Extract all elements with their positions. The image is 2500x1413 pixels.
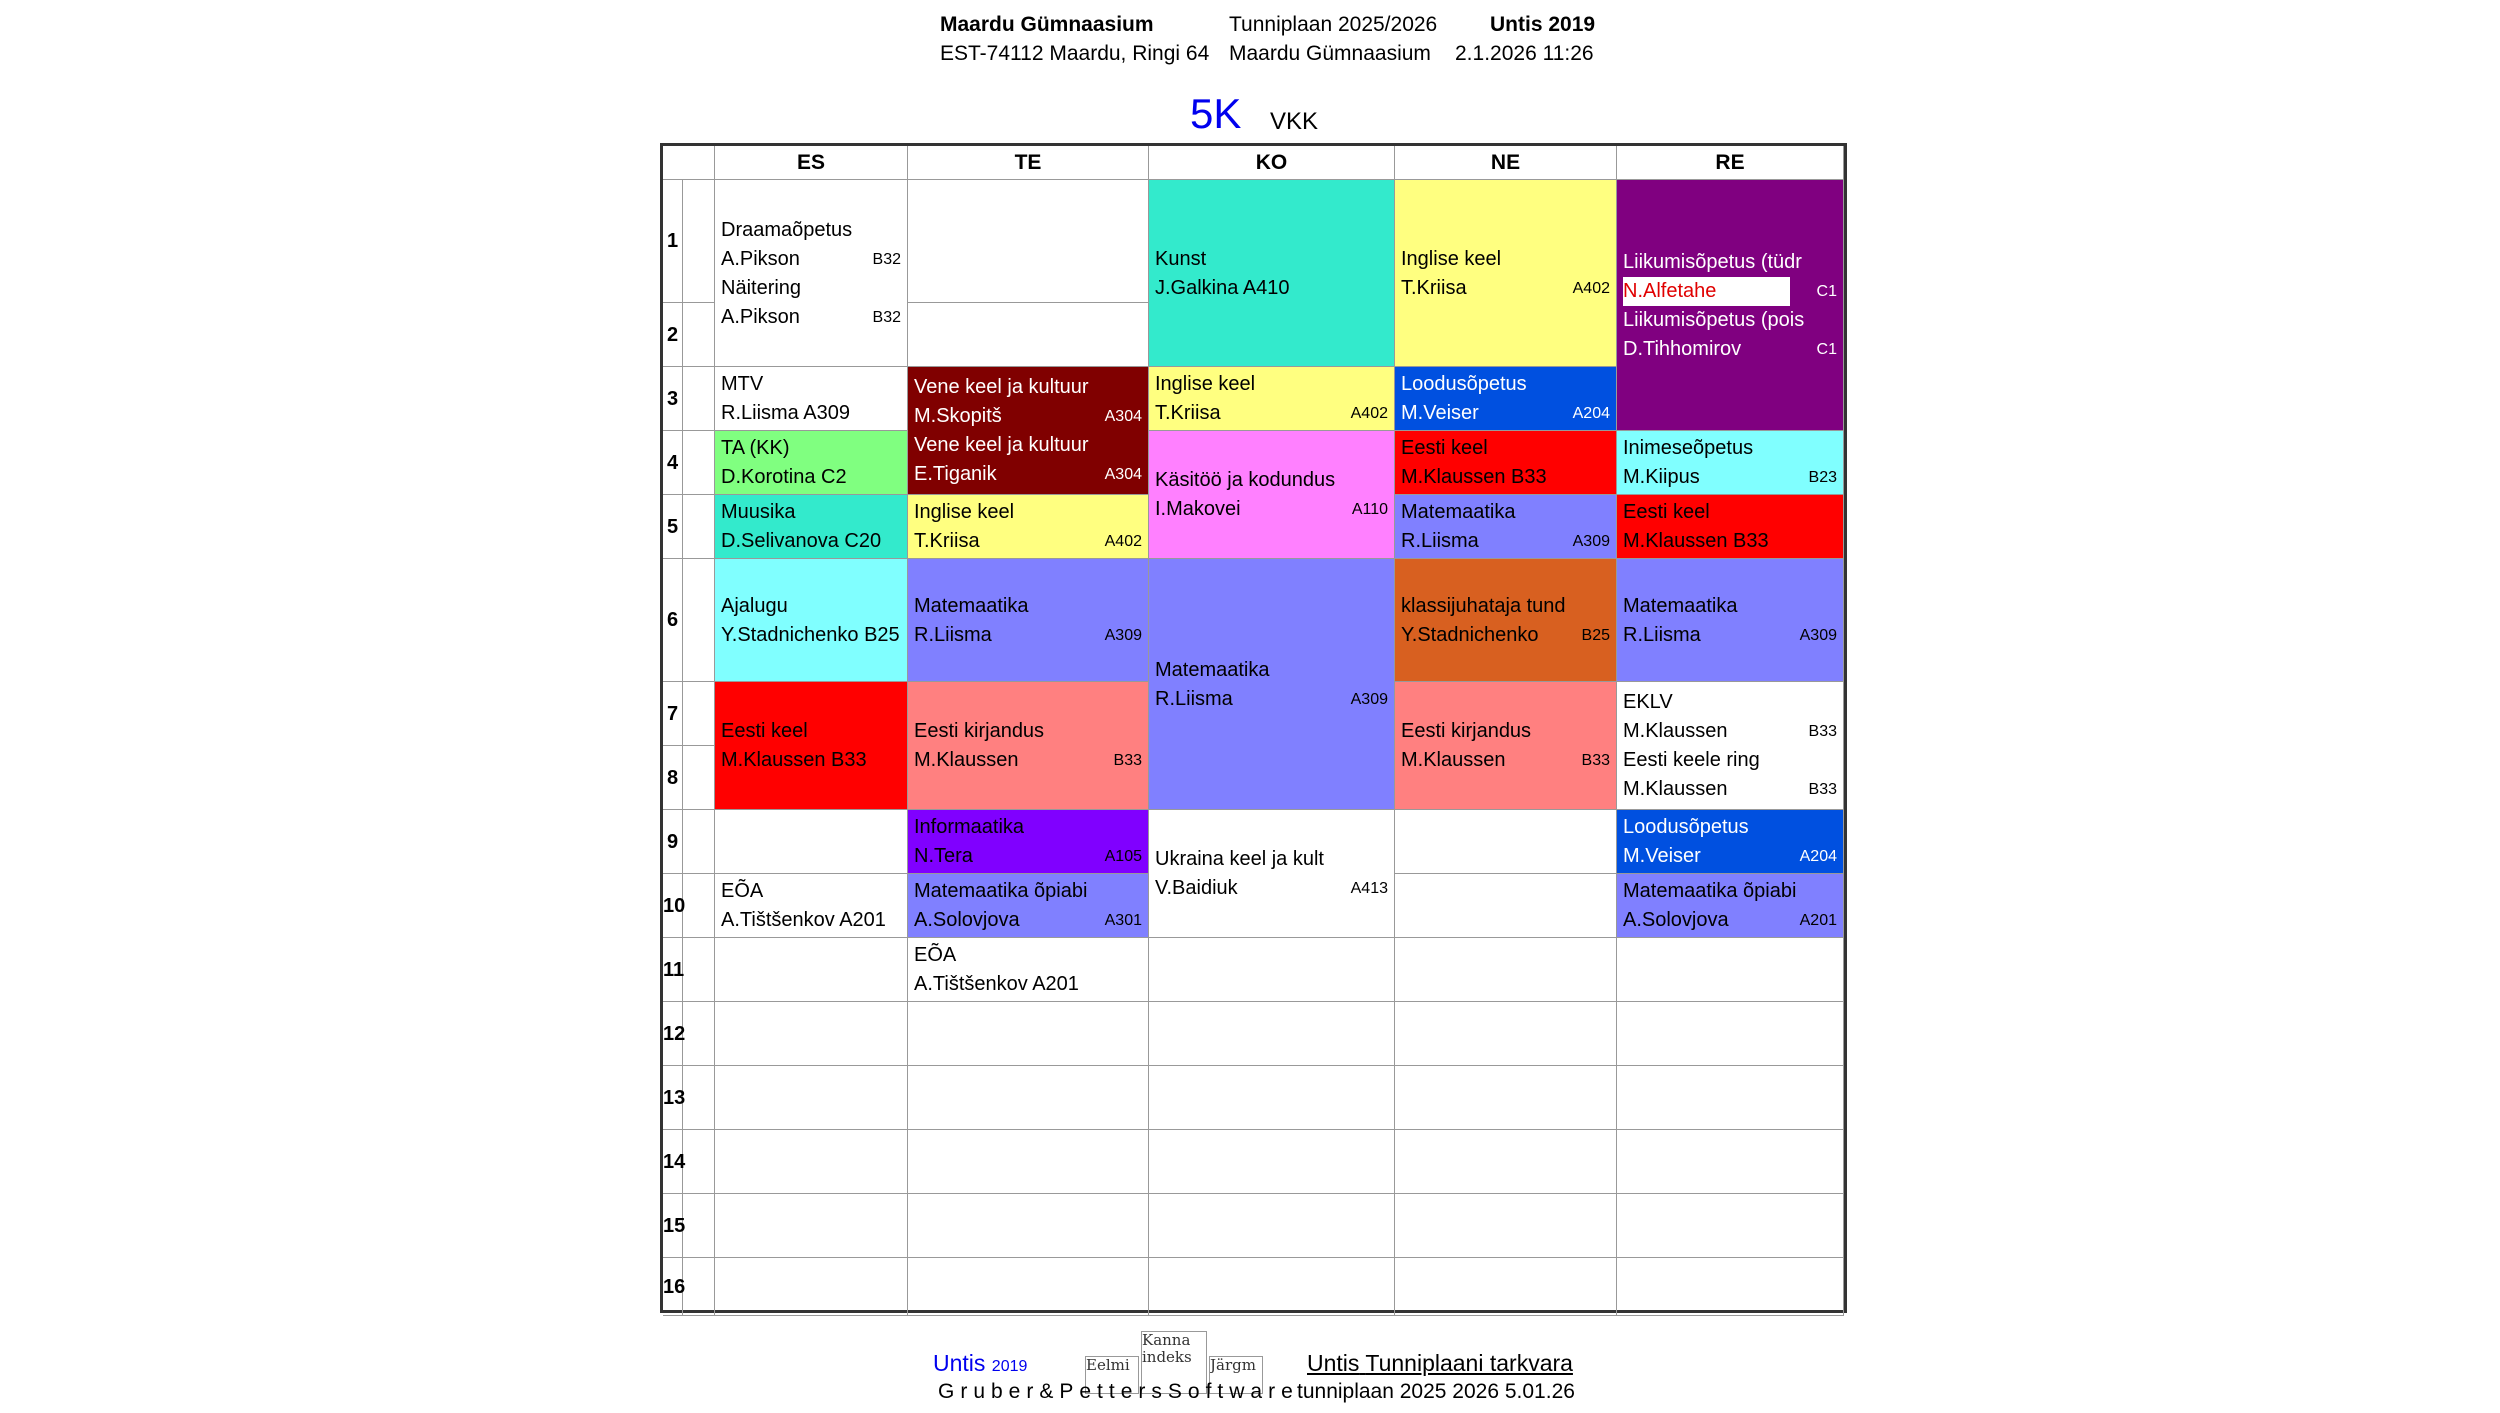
lesson-room: B33 xyxy=(1113,752,1142,769)
empty-slot xyxy=(1149,1002,1395,1066)
period-number: 11 xyxy=(663,938,683,1002)
lesson-teacher: M.Klaussen B33 xyxy=(721,749,867,771)
lesson-teacher: Y.Stadnichenko B25 xyxy=(721,623,900,646)
period-subcell xyxy=(683,495,715,559)
lesson-cell[interactable] xyxy=(1149,559,1395,810)
period-subcell xyxy=(683,367,715,431)
lesson-teacher: M.Veiser A204 xyxy=(1623,842,1837,871)
lesson-subject: Inglise keel xyxy=(1155,373,1256,395)
lesson-subject: klassijuhataja tund xyxy=(1401,594,1566,617)
plan-school: Maardu Gümnaasium xyxy=(1229,42,1431,65)
lesson-subject: Eesti kirjandus xyxy=(914,720,1045,742)
lesson-subject: Informaatika xyxy=(914,816,1025,838)
period-number: 7 xyxy=(663,682,683,746)
lesson-teacher: M.Klaussen B33 xyxy=(914,746,1142,775)
lesson-cell[interactable] xyxy=(1617,559,1844,682)
index-nav-icon[interactable]: Kanna indeks xyxy=(1141,1331,1207,1394)
lesson-cell[interactable] xyxy=(1617,810,1844,874)
empty-slot xyxy=(908,1258,1149,1316)
plan-title: Tunniplaan 2025/2026 xyxy=(1229,13,1438,36)
day-header-ne: NE xyxy=(1395,146,1617,180)
empty-slot xyxy=(908,1130,1149,1194)
period-subcell xyxy=(683,1130,715,1194)
period-subcell xyxy=(683,746,715,810)
empty-slot xyxy=(715,1002,908,1066)
period-subcell xyxy=(683,810,715,874)
class-teacher: VKK xyxy=(1270,108,1319,135)
lesson-teacher: J.Galkina A410 xyxy=(1155,276,1290,299)
lesson-subject: Draamaõpetus xyxy=(721,218,853,241)
period-number: 14 xyxy=(663,1130,683,1194)
lesson-cell[interactable] xyxy=(1395,495,1617,559)
lesson-cell[interactable] xyxy=(1395,431,1617,495)
period-number: 16 xyxy=(663,1258,683,1316)
empty-slot xyxy=(715,1066,908,1130)
lesson-cell[interactable] xyxy=(715,495,908,559)
lesson-subject: EÕA xyxy=(721,880,764,902)
lesson-room: A110 xyxy=(1351,501,1388,518)
lesson-room: B33 xyxy=(1581,752,1610,769)
period-subcell xyxy=(683,682,715,746)
empty-slot xyxy=(715,1258,908,1316)
lesson-subject: MTV xyxy=(721,373,764,395)
lesson-cell[interactable] xyxy=(1617,682,1844,810)
lesson-room: B32 xyxy=(872,308,901,326)
lesson-teacher: M.Klaussen B33 xyxy=(1623,717,1837,746)
lesson-room: A309 xyxy=(1799,626,1837,644)
lesson-cell[interactable] xyxy=(715,367,908,431)
lesson-room: B32 xyxy=(872,250,901,268)
lesson-teacher: A.Tištšenkov A201 xyxy=(721,909,886,931)
lesson-room: A105 xyxy=(1104,848,1142,865)
lesson-cell[interactable] xyxy=(715,559,908,682)
empty-slot xyxy=(1149,1130,1395,1194)
lesson-teacher: R.Liisma A309 xyxy=(1401,527,1610,556)
lesson-subject: Eesti keele ring xyxy=(1623,749,1760,771)
period-number: 9 xyxy=(663,810,683,874)
empty-slot xyxy=(1395,1258,1617,1316)
empty-slot xyxy=(1395,874,1617,938)
next-nav-icon[interactable]: Järgm xyxy=(1209,1356,1263,1394)
period-number: 15 xyxy=(663,1194,683,1258)
day-header-es: ES xyxy=(715,146,908,180)
empty-slot xyxy=(1395,1130,1617,1194)
lesson-room: A204 xyxy=(1799,848,1837,865)
lesson-teacher: A.Tištšenkov A201 xyxy=(914,973,1079,995)
period-number: 3 xyxy=(663,367,683,431)
empty-slot xyxy=(715,1130,908,1194)
period-subcell xyxy=(683,874,715,938)
lesson-subject: Inimeseõpetus xyxy=(1623,437,1754,459)
lesson-subject: Eesti keel xyxy=(1623,501,1710,523)
lesson-teacher: M.Skopitš A304 xyxy=(914,402,1142,431)
day-header-ko: KO xyxy=(1149,146,1395,180)
empty-slot xyxy=(1149,1194,1395,1258)
lesson-cell[interactable] xyxy=(1617,431,1844,495)
lesson-subject: EÕA xyxy=(914,944,957,966)
lesson-cell[interactable] xyxy=(715,431,908,495)
footer-company: Gruber&PettersSoftware xyxy=(938,1380,1299,1403)
lesson-subject: Liikumisõpetus (pois xyxy=(1623,308,1805,331)
lesson-teacher: T.Kriisa A402 xyxy=(1155,399,1388,428)
lesson-subject: TA (KK) xyxy=(721,437,790,459)
lesson-teacher: M.Veiser A204 xyxy=(1401,399,1610,428)
lesson-cell[interactable] xyxy=(908,938,1149,1002)
lesson-room: B25 xyxy=(1581,626,1610,644)
period-subcell xyxy=(683,180,715,303)
lesson-teacher: A.Pikson B32 xyxy=(721,245,901,274)
footer-software-link[interactable]: Untis Tunniplaani tarkvara xyxy=(1307,1350,1573,1376)
empty-slot xyxy=(715,810,908,874)
lesson-subject: Inglise keel xyxy=(1401,247,1502,270)
lesson-teacher: N.Tera A105 xyxy=(914,842,1142,871)
period-subcell xyxy=(683,938,715,1002)
lesson-teacher: M.Klaussen B33 xyxy=(1401,466,1547,488)
empty-slot xyxy=(1617,1194,1844,1258)
period-subcell xyxy=(683,1066,715,1130)
lesson-room: A201 xyxy=(1799,912,1837,929)
lesson-teacher: R.Liisma A309 xyxy=(1155,685,1388,714)
empty-slot xyxy=(1617,1066,1844,1130)
period-subcell xyxy=(683,303,715,367)
lesson-teacher: M.Klaussen B33 xyxy=(1401,746,1610,775)
lesson-teacher: N.Alfetahe C1 xyxy=(1623,277,1837,306)
lesson-subject: Eesti kirjandus xyxy=(1401,720,1532,742)
lesson-cell[interactable] xyxy=(715,180,908,367)
grid-corner xyxy=(663,146,715,180)
empty-slot xyxy=(908,1002,1149,1066)
print-datetime: 2.1.2026 11:26 xyxy=(1455,42,1594,65)
lesson-subject: Vene keel ja kultuur xyxy=(914,376,1089,398)
lesson-teacher: I.Makovei A110 xyxy=(1155,495,1388,524)
lesson-room: A301 xyxy=(1104,912,1142,929)
lesson-teacher: R.Liisma A309 xyxy=(1623,621,1837,650)
lesson-cell[interactable] xyxy=(908,495,1149,559)
empty-slot xyxy=(1395,810,1617,874)
lesson-cell[interactable] xyxy=(1617,874,1844,938)
lesson-subject: Kunst xyxy=(1155,247,1207,270)
lesson-teacher: V.Baidiuk A413 xyxy=(1155,874,1388,903)
software-version: Untis 2019 xyxy=(1490,13,1596,36)
period-number: 5 xyxy=(663,495,683,559)
lesson-room: A402 xyxy=(1572,279,1610,297)
lesson-teacher: D.Selivanova C20 xyxy=(721,530,882,552)
lesson-room: A304 xyxy=(1104,466,1142,483)
footer-untis-logo: Untis 2019 xyxy=(933,1350,1028,1376)
lesson-teacher: M.Klaussen B33 xyxy=(1623,775,1837,804)
lesson-subject: Inglise keel xyxy=(914,501,1015,523)
period-subcell xyxy=(683,1194,715,1258)
empty-slot xyxy=(1395,1194,1617,1258)
lesson-room: A309 xyxy=(1104,626,1142,644)
lesson-room: C1 xyxy=(1816,282,1837,300)
lesson-subject: Ajalugu xyxy=(721,594,788,617)
empty-slot xyxy=(1395,1002,1617,1066)
lesson-subject: Matemaatika xyxy=(1623,594,1738,617)
lesson-teacher: R.Liisma A309 xyxy=(914,621,1142,650)
lesson-subject: Matemaatika xyxy=(1401,501,1516,523)
lesson-teacher: M.Klaussen B33 xyxy=(1623,530,1769,552)
lesson-room: A309 xyxy=(1350,690,1388,708)
lesson-room: A309 xyxy=(1572,533,1610,550)
period-subcell xyxy=(683,431,715,495)
lesson-cell[interactable] xyxy=(715,874,908,938)
lesson-teacher: T.Kriisa A402 xyxy=(914,527,1142,556)
empty-slot xyxy=(908,1066,1149,1130)
lesson-teacher: A.Solovjova A301 xyxy=(914,906,1142,935)
lesson-subject: Liikumisõpetus (tüdr xyxy=(1623,250,1802,273)
lesson-cell[interactable] xyxy=(1149,810,1395,938)
lesson-room: A402 xyxy=(1104,533,1142,550)
empty-slot xyxy=(1617,1258,1844,1316)
school-name: Maardu Gümnaasium xyxy=(940,13,1154,36)
lesson-teacher: A.Pikson B32 xyxy=(721,303,901,332)
lesson-room: B23 xyxy=(1808,469,1837,486)
lesson-cell[interactable] xyxy=(1395,180,1617,367)
lesson-teacher: T.Kriisa A402 xyxy=(1401,274,1610,303)
lesson-room: B33 xyxy=(1808,723,1837,740)
prev-nav-icon[interactable]: Eelmi xyxy=(1085,1356,1139,1394)
empty-slot xyxy=(908,303,1149,367)
empty-slot xyxy=(1395,1066,1617,1130)
lesson-teacher: D.Tihhomirov C1 xyxy=(1623,335,1837,364)
period-number: 13 xyxy=(663,1066,683,1130)
period-number: 10 xyxy=(663,874,683,938)
lesson-room: A204 xyxy=(1572,405,1610,422)
lesson-cell[interactable] xyxy=(1617,180,1844,431)
lesson-cell[interactable] xyxy=(1395,559,1617,682)
lesson-subject: Loodusõpetus xyxy=(1401,373,1527,395)
lesson-subject: Eesti keel xyxy=(1401,437,1488,459)
empty-slot xyxy=(1149,1258,1395,1316)
period-number: 4 xyxy=(663,431,683,495)
period-number: 1 xyxy=(663,180,683,303)
empty-slot xyxy=(1395,938,1617,1002)
lesson-subject: Näitering xyxy=(721,276,802,299)
lesson-subject: Matemaatika õpiabi xyxy=(914,880,1088,902)
school-address: EST-74112 Maardu, Ringi 64 xyxy=(940,42,1210,65)
lesson-cell[interactable] xyxy=(1395,682,1617,810)
lesson-cell[interactable] xyxy=(1617,495,1844,559)
period-subcell xyxy=(683,1258,715,1316)
period-number: 12 xyxy=(663,1002,683,1066)
period-number: 8 xyxy=(663,746,683,810)
lesson-room: C1 xyxy=(1816,340,1837,358)
lesson-teacher: R.Liisma A309 xyxy=(721,402,850,424)
lesson-cell[interactable] xyxy=(908,559,1149,682)
period-subcell xyxy=(683,559,715,682)
period-subcell xyxy=(683,1002,715,1066)
lesson-subject: Muusika xyxy=(721,501,796,523)
period-number: 6 xyxy=(663,559,683,682)
lesson-cell[interactable] xyxy=(715,682,908,810)
empty-slot xyxy=(1617,938,1844,1002)
lesson-room: A304 xyxy=(1104,408,1142,425)
lesson-subject: Matemaatika xyxy=(914,594,1029,617)
lesson-room: B33 xyxy=(1808,781,1837,798)
lesson-subject: Matemaatika õpiabi xyxy=(1623,880,1797,902)
empty-slot xyxy=(1617,1002,1844,1066)
day-header-te: TE xyxy=(908,146,1149,180)
footer-stamp: tunniplaan 2025 2026 5.01.26 xyxy=(1297,1380,1575,1403)
empty-slot xyxy=(715,1194,908,1258)
lesson-teacher: Y.Stadnichenko B25 xyxy=(1401,621,1610,650)
lesson-teacher: D.Korotina C2 xyxy=(721,466,847,488)
timetable-grid xyxy=(660,143,1847,1313)
day-header-re: RE xyxy=(1617,146,1844,180)
lesson-teacher: A.Solovjova A201 xyxy=(1623,906,1837,935)
lesson-subject: Vene keel ja kultuur xyxy=(914,434,1089,456)
lesson-cell[interactable] xyxy=(1149,431,1395,559)
empty-slot xyxy=(908,1194,1149,1258)
lesson-subject: Käsitöö ja kodundus xyxy=(1155,469,1336,491)
footer-untis-year: 2019 xyxy=(991,1358,1028,1375)
lesson-cell[interactable] xyxy=(1395,367,1617,431)
lesson-subject: Ukraina keel ja kult xyxy=(1155,848,1324,870)
lesson-cell[interactable] xyxy=(908,874,1149,938)
empty-slot xyxy=(908,180,1149,303)
empty-slot xyxy=(1149,938,1395,1002)
empty-slot xyxy=(1617,1130,1844,1194)
lesson-teacher: M.Kiipus B23 xyxy=(1623,463,1837,492)
lesson-room: A413 xyxy=(1350,880,1388,897)
lesson-cell[interactable] xyxy=(1149,180,1395,367)
empty-slot xyxy=(1149,1066,1395,1130)
lesson-room: A402 xyxy=(1350,405,1388,422)
lesson-cell[interactable] xyxy=(908,367,1149,495)
lesson-subject: Eesti keel xyxy=(721,720,808,742)
lesson-subject: Loodusõpetus xyxy=(1623,816,1749,838)
empty-slot xyxy=(715,938,908,1002)
lesson-subject: EKLV xyxy=(1623,691,1673,713)
period-number: 2 xyxy=(663,303,683,367)
lesson-teacher: E.Tiganik A304 xyxy=(914,460,1142,489)
lesson-cell[interactable] xyxy=(908,810,1149,874)
lesson-subject: Matemaatika xyxy=(1155,658,1270,681)
class-name: 5K xyxy=(1190,90,1242,137)
lesson-cell[interactable] xyxy=(908,682,1149,810)
lesson-cell[interactable] xyxy=(1149,367,1395,431)
